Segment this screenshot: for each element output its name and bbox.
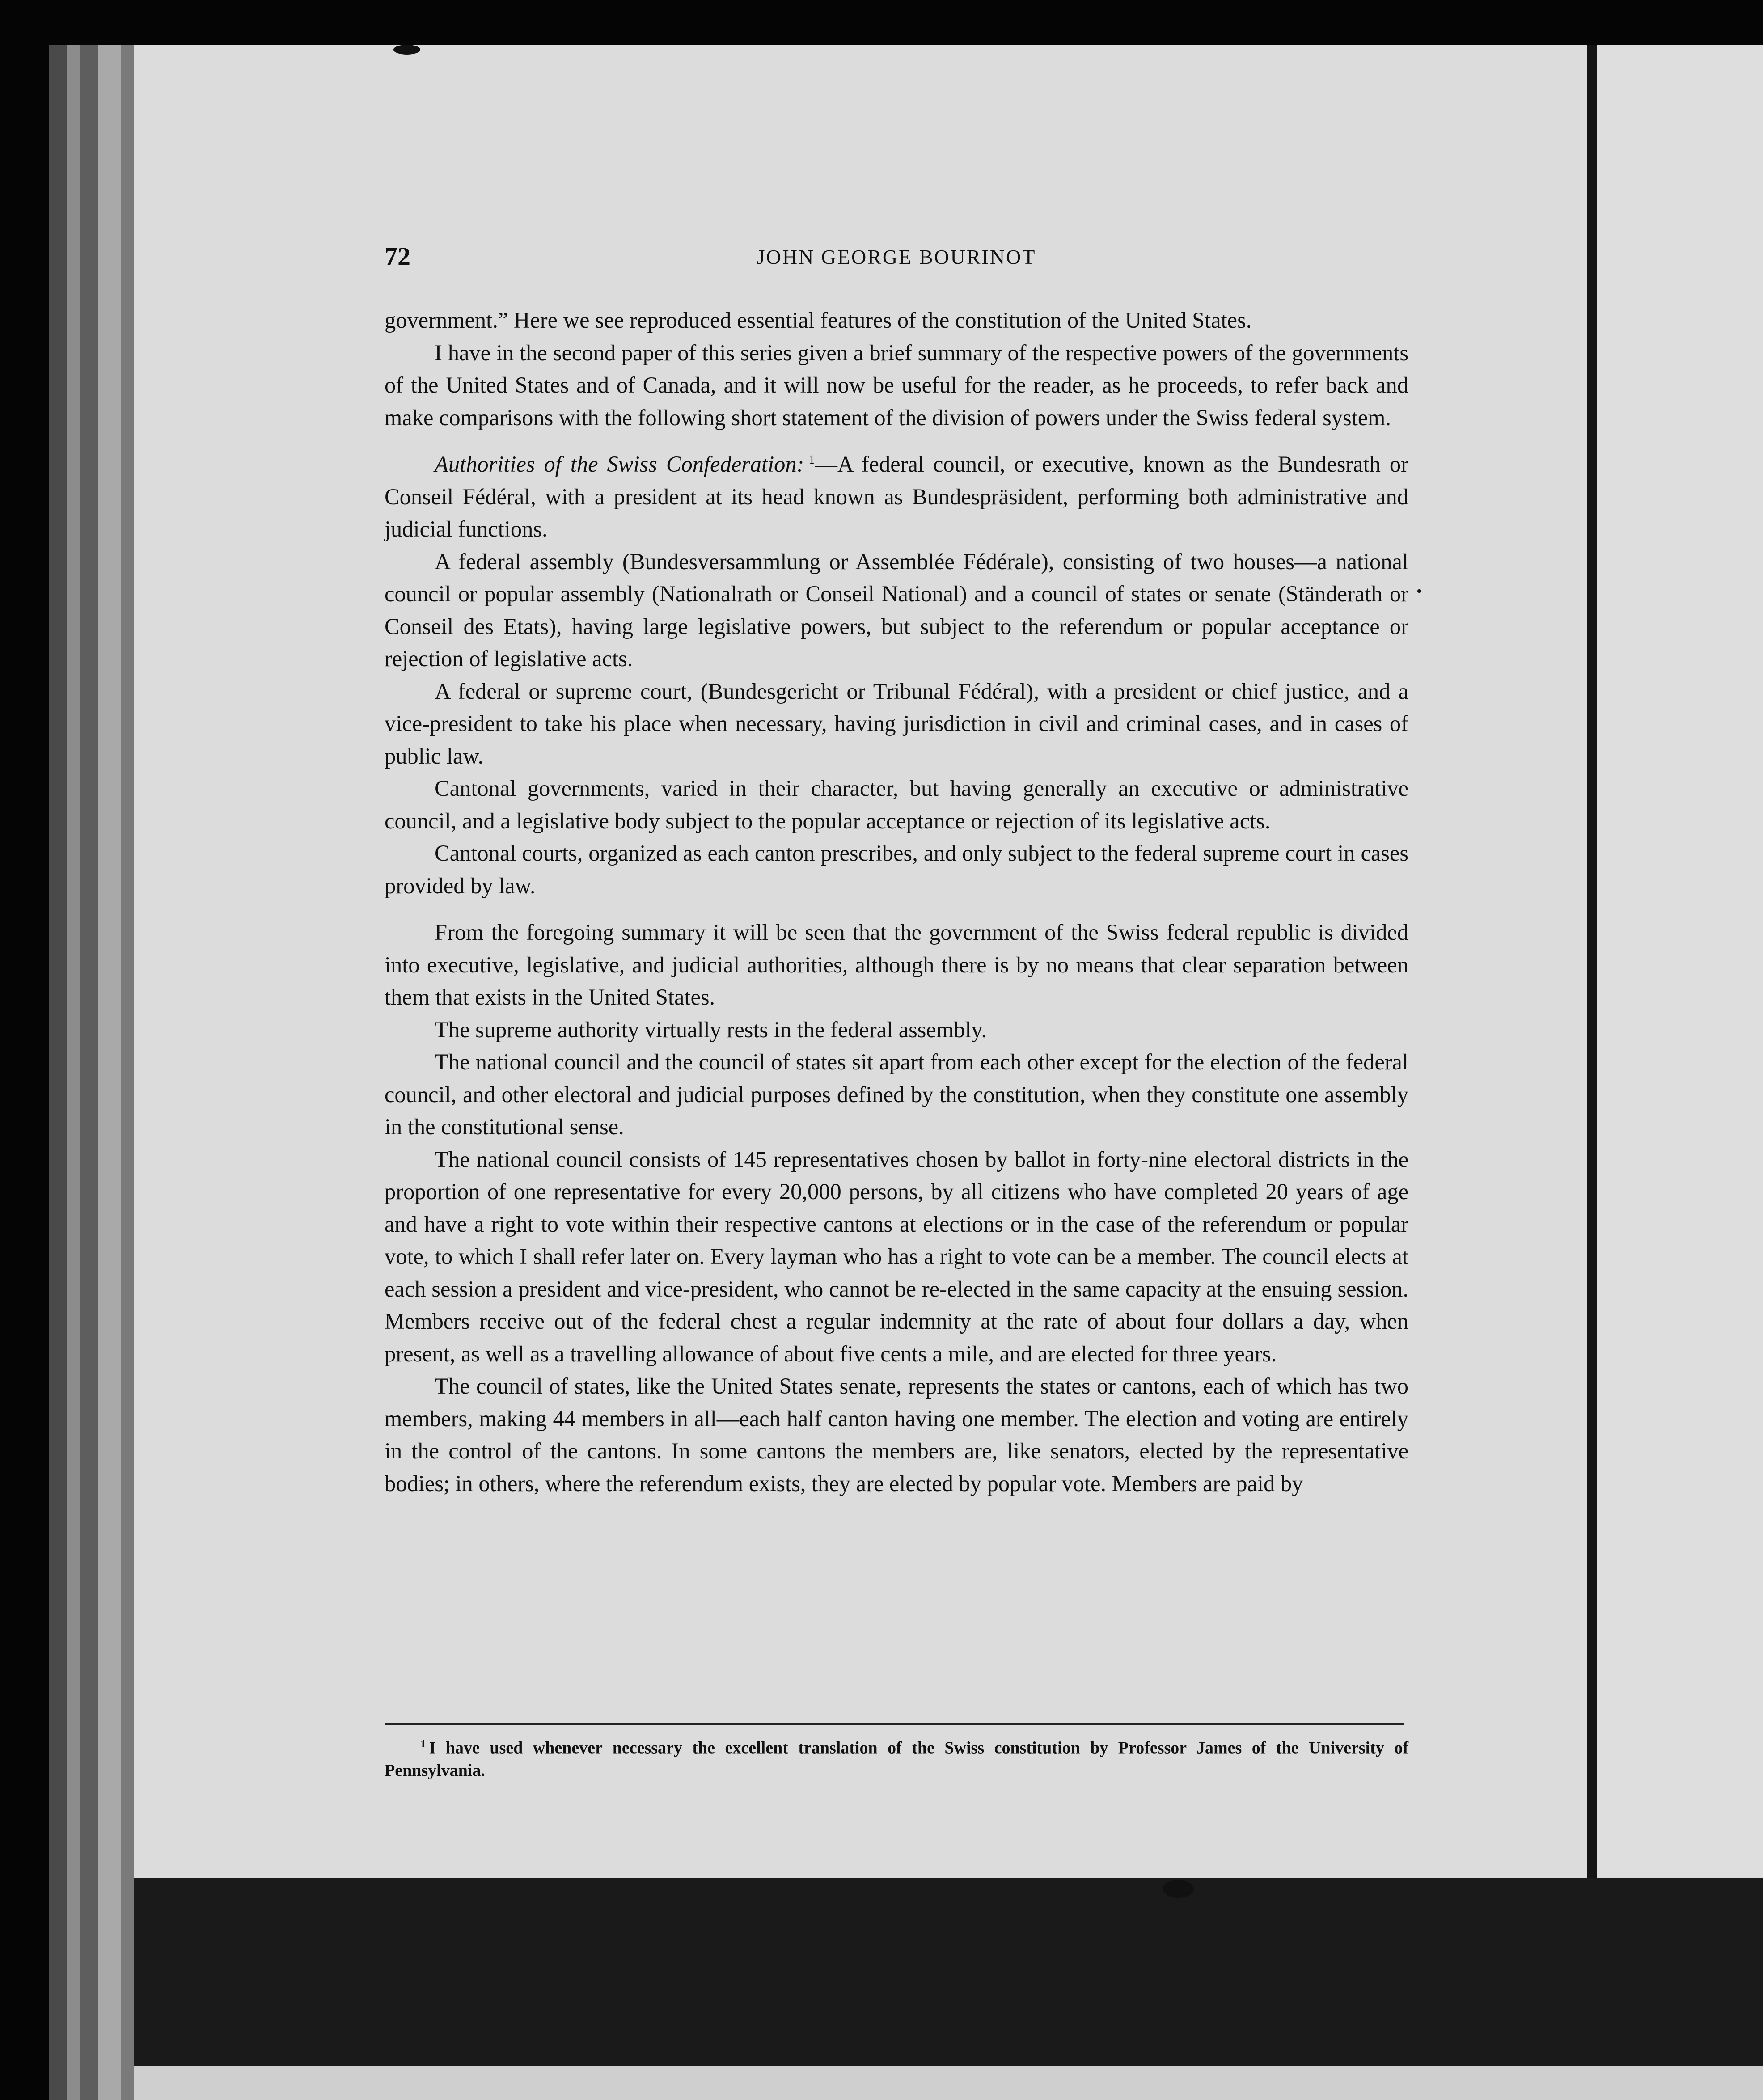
paragraph: government.” Here we see reproduced essential features of the constitution of the United States. xyxy=(385,308,1252,333)
binding-edge xyxy=(121,45,134,2100)
body-text xyxy=(385,304,1408,1500)
scan-speck xyxy=(393,45,420,55)
paragraph: Cantonal governments, varied in their character, but having generally an executive or administrative council, and a legislative body subject to the popular acceptance or rejection of its legislative acts. xyxy=(385,776,1408,833)
paragraph: The supreme authority virtually rests in the federal assembly. xyxy=(435,1017,987,1042)
scan-speck xyxy=(1417,589,1421,593)
paragraph: Cantonal courts, organized as each canton prescribes, and only subject to the federal supreme court in cases provided by law. xyxy=(385,841,1408,898)
scan-bottom-edge xyxy=(134,2066,1763,2100)
page-number: 72 xyxy=(385,242,410,271)
binding-edge xyxy=(80,45,98,2100)
page-header xyxy=(385,241,1408,277)
paragraph xyxy=(385,448,1408,545)
paragraph: A federal or supreme court, (Bundesgericht or Tribunal Fédéral), with a president or chief justice, and a vice-president to take his place when necessary, having jurisdiction in civil and criminal cases, and in cases of public law. xyxy=(385,678,1408,769)
binding-edge xyxy=(67,45,80,2100)
section-heading: Authorities of the Swiss Confederation: xyxy=(435,452,804,477)
paragraph: A federal assembly (Bundesversammlung or Assemblée Fédérale), consisting of two houses—a national council or popular assembly (Nationalrath or Conseil National) and a council of states or senate (Ständerath or Conseil des Etats), having large legislative powers, but subject to the referendum or popular acceptance or rejection of legislative acts. xyxy=(385,549,1408,671)
scan-speck xyxy=(1163,1880,1194,1898)
binding-edge xyxy=(98,45,121,2100)
paragraph: From the foregoing summary it will be seen that the government of the Swiss federal republic is divided into executive, legislative, and judicial authorities, although there is by no means that clear separation between them that exists in the United States. xyxy=(385,920,1408,1010)
footnote-text: I have used whenever necessary the excellent translation of the Swiss constitution by Professor James of the University of Pennsylvania. xyxy=(385,1738,1408,1780)
paragraph-text: —A federal council, or executive, known as the Bundesrath or Conseil Fédéral, with a president at its head known as Bundespräsident, performing both administrative and judicial functions. xyxy=(385,452,1408,541)
facing-page-edge xyxy=(1597,45,1763,1878)
paragraph: The council of states, like the United States senate, represents the states or cantons, each of which has two members, making 44 members in all—each half canton having one member. The election and voting are entirely in the control of the cantons. In some cantons the members are, like senators, elected by the representative bodies; in others, where the referendum exists, they are elected by popular vote. Members are paid by xyxy=(385,1373,1408,1496)
paragraph: The national council and the council of states sit apart from each other except for the election of the federal council, and other electoral and judicial purposes defined by the constitution, when they constitute one assembly in the constitutional sense. xyxy=(385,1049,1408,1139)
paragraph: I have in the second paper of this series given a brief summary of the respective powers of the governments of the United States and of Canada, and it will now be useful for the reader, as he proceeds, to refer back and make comparisons with the following short statement of the division of powers under the Swiss federal system. xyxy=(385,340,1408,430)
footnote-rule xyxy=(385,1723,1404,1725)
footnote xyxy=(385,1733,1408,1782)
running-head: JOHN GEORGE BOURINOT xyxy=(757,245,1036,268)
footnote-mark: 1 xyxy=(808,453,815,467)
paragraph: The national council consists of 145 representatives chosen by ballot in forty-nine electoral districts in the proportion of one representative for every 20,000 persons, by all citizens who have completed 20 years of age and have a right to vote within their respective cantons at elections or in the case of the referendum or popular vote, to which I shall refer later on. Every layman who has a right to vote can be a member. The council elects at each session a president and vice-president, who cannot be re-elected in the same capacity at the ensuing session. Members receive out of the federal chest a regular indemnity at the rate of about four dollars a day, when present, as well as a travelling allowance of about five cents a mile, and are elected for three years. xyxy=(385,1146,1408,1366)
footnote-mark: 1 xyxy=(420,1738,426,1750)
gutter-shadow xyxy=(1587,45,1597,1878)
binding-edge xyxy=(49,45,67,2100)
